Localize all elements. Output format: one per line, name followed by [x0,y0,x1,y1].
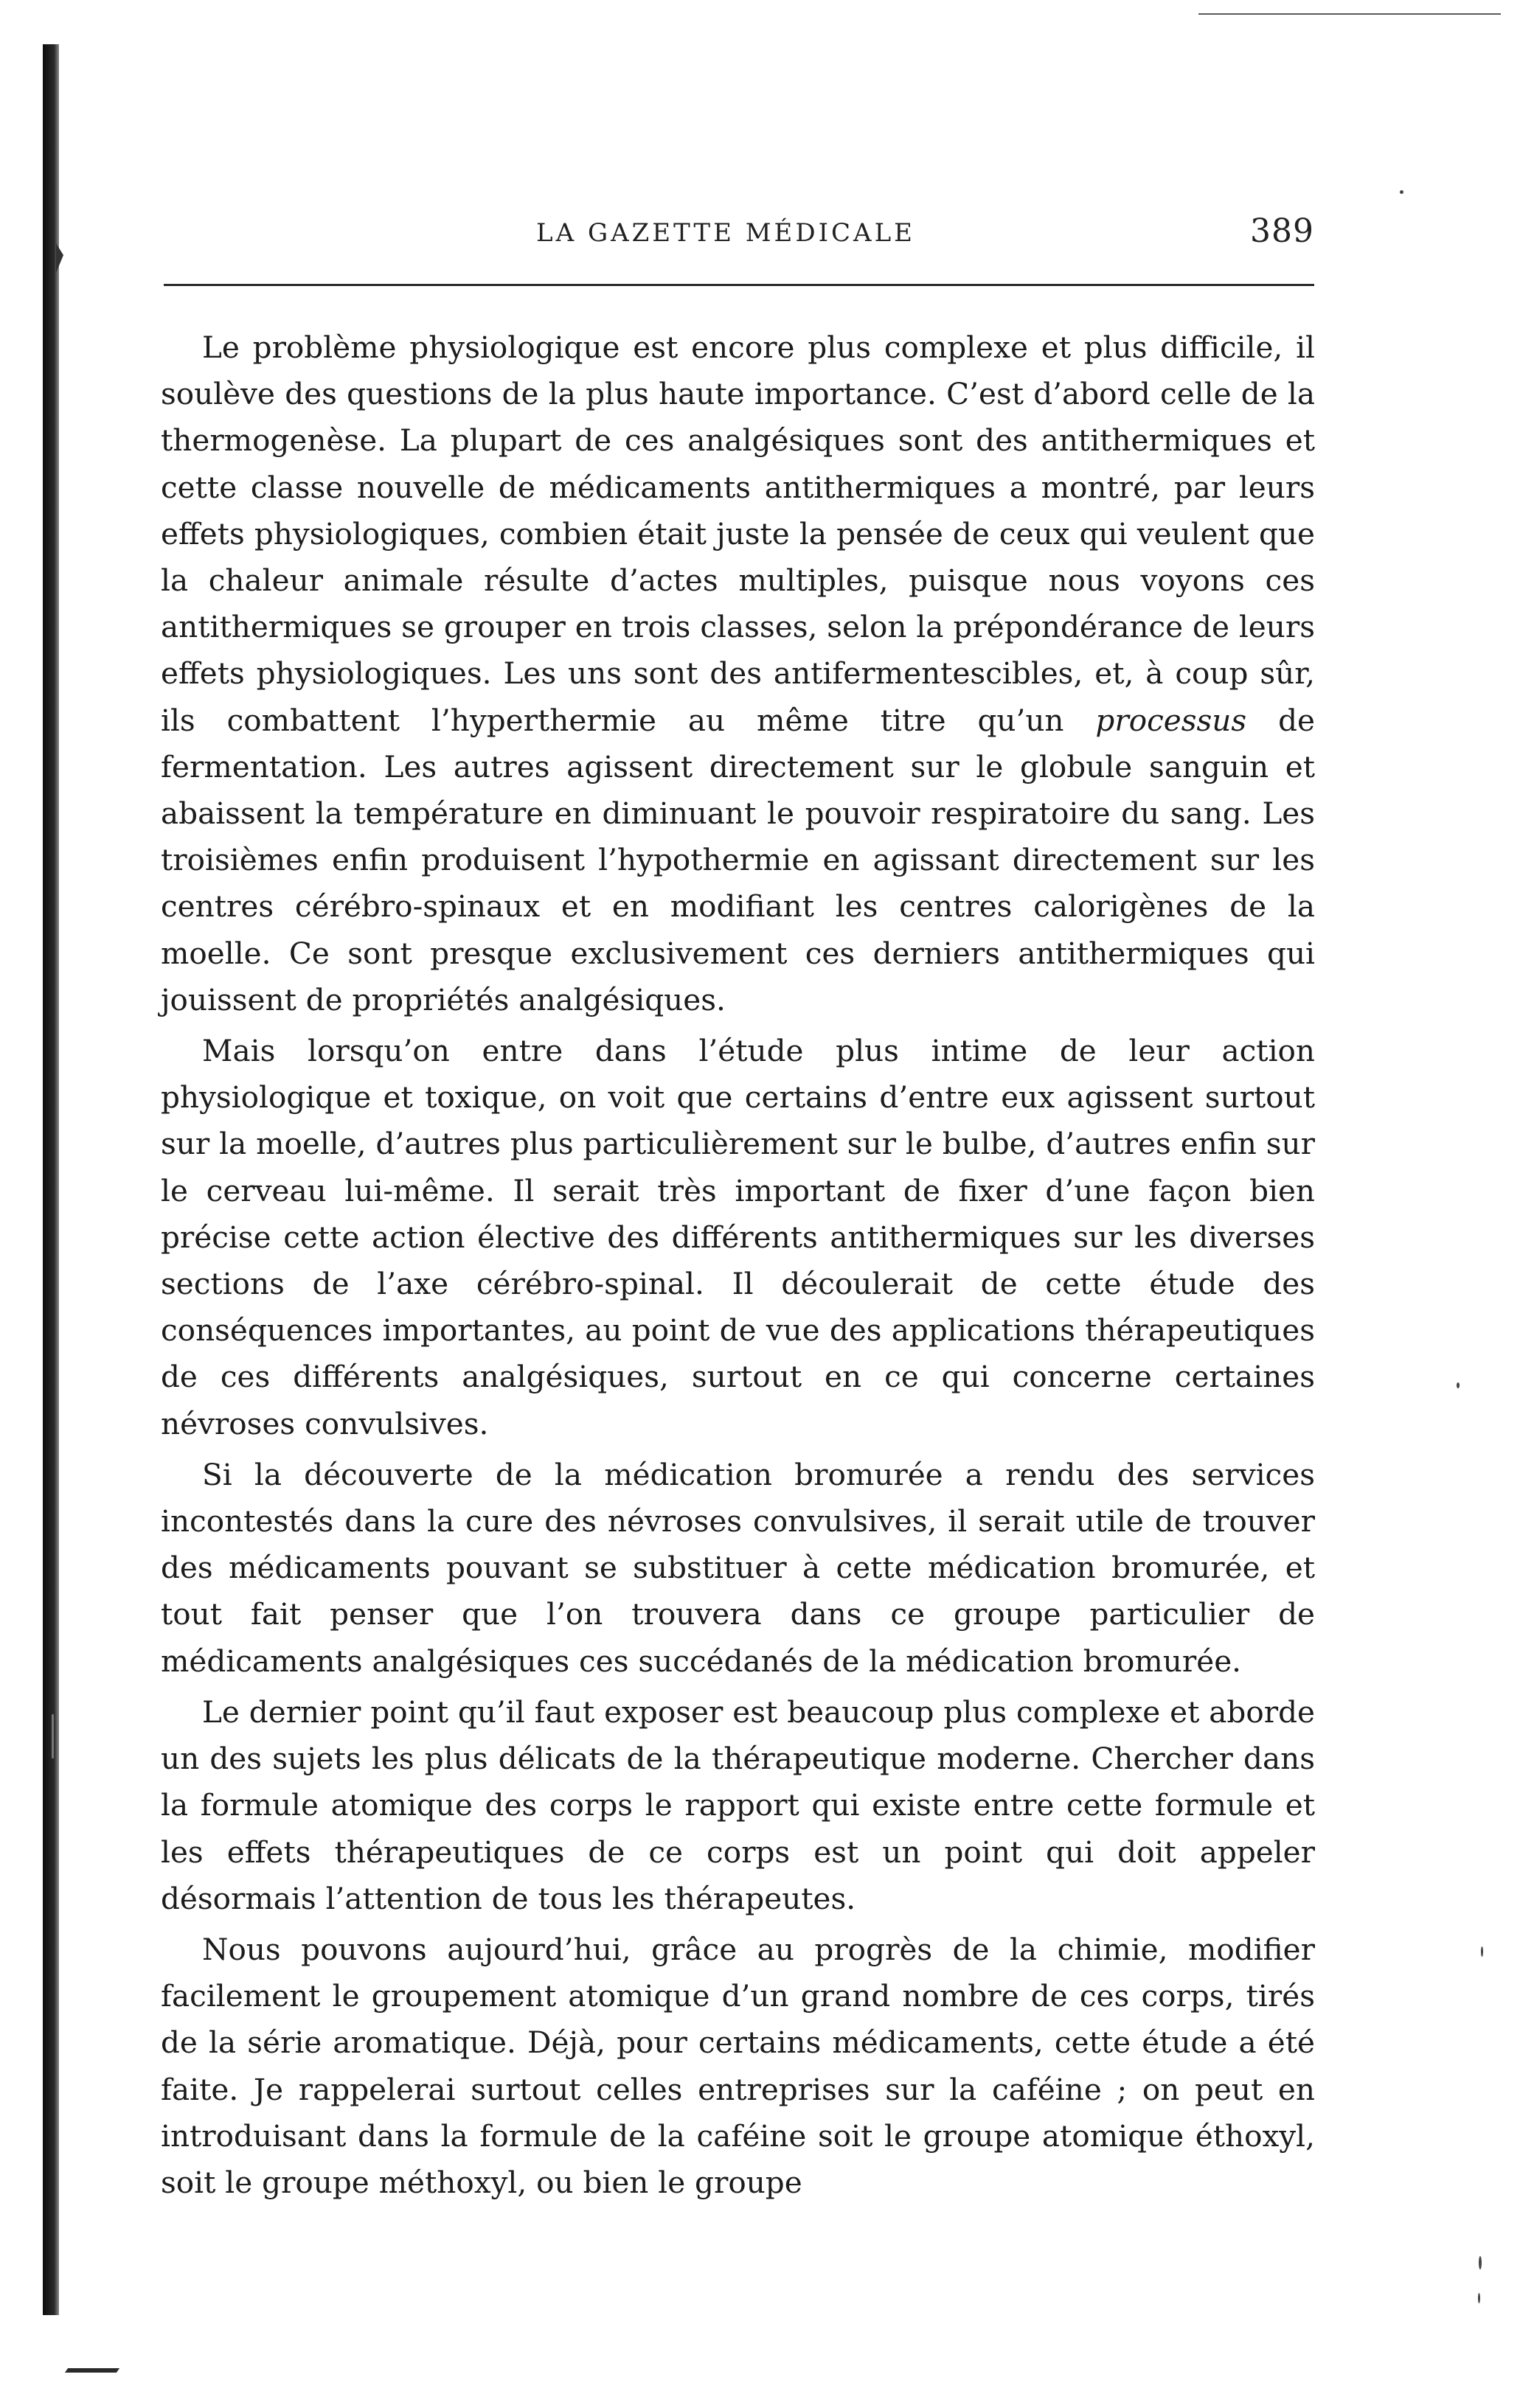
scan-speck [1479,2256,1482,2269]
paragraph: Mais lorsqu’on entre dans l’étude plus intime de leur action physiologique et toxique, on voit que certains d’entre eux agissent surtout sur la moelle, d’autres plus particulièrement sur le bulbe, d’autres enfin sur le cerveau lui-même. Il serait très important de fixer d’une façon bien précise cette action élective des différents antithermiques sur les diverses sections de l’axe cérébro-spinal. Il découlerait de cette étude des conséquences importantes, au point de vue des applications thérapeutiques de ces différents analgésiques, surtout en ce qui concerne certaines névroses convulsives. [161,1033,1315,1441]
body-text [161,324,1315,2206]
scan-corner-mark [65,2368,119,2373]
binding-mark [56,243,63,273]
paragraph: Nous pouvons aujourd’hui, grâce au progrès de la chimie, modifier facilement le groupement atomique d’un grand nombre de ces corps, tirés de la série aromatique. Déjà, pour certains médicaments, cette étude a été faite. Je rappelerai surtout celles entreprises sur la caféine ; on peut en introduisant dans la formule de la caféine soit le groupe atomique éthoxyl, soit le groupe méthoxyl, ou bien le groupe [161,1931,1315,2200]
paragraph-text: Le problème physiologique est encore plus complexe et plus difficile, il soulève des questions de la plus haute importance. C’est d’abord celle de la thermogenèse. La plupart de ces analgésiques sont des antithermiques et cette classe nouvelle de médicaments antithermiques a montré, par leurs effets physiologiques, combien était juste la pensée de ceux qui veulent que la chaleur animale résulte d’actes multiples, puisque nous voyons ces antithermiques se grouper en trois classes, selon la prépondérance de leurs effets physiologiques. Les uns sont des antifermentescibles, et, à coup sûr, ils combattent l’hyperthermie au même titre qu’un [161,330,1315,738]
scan-speck [1478,2293,1480,2303]
binding-shadow [43,44,59,2315]
paragraph [161,324,1315,1023]
paragraph-text: de fermentation. Les autres agissent directement sur le globule sanguin et abaissent la température en diminuant le pouvoir respiratoire du sang. Les troisièmes enfin produisent l’hypothermie en agissant directement sur les centres cérébro-spinaux et en modifiant les centres calorigènes de la moelle. Ce sont presque exclusivement ces derniers antithermiques qui jouissent de propriétés analgésiques. [161,702,1315,1017]
journal-title: LA GAZETTE MÉDICALE [536,218,915,248]
scan-speck [1481,1946,1483,1957]
page-number: 389 [1250,212,1314,250]
scan-edge-rule [1198,13,1501,15]
italic-term: processus [1095,702,1247,738]
paragraph: Le dernier point qu’il faut exposer est beaucoup plus complexe et aborde un des sujets les plus délicats de la thérapeutique moderne. Chercher dans la formule atomique des corps le rapport qui existe entre cette formule et les effets thérapeutiques de ce corps est un point qui doit appeler désormais l’attention de tous les thérapeutes. [161,1694,1315,1916]
header-rule [164,284,1314,286]
paragraph: Si la découverte de la médication bromurée a rendu des services incontestés dans la cure des névroses convulsives, il serait utile de trouver des médicaments pouvant se substituer à cette médication bromurée, et tout fait penser que l’on trouvera dans ce groupe particulier de médicaments analgésiques ces succédanés de la médication bromurée. [161,1456,1315,1679]
scan-speck [1400,190,1403,194]
scan-speck [52,1714,54,1758]
running-head [164,212,1314,257]
scan-speck [1457,1382,1460,1388]
